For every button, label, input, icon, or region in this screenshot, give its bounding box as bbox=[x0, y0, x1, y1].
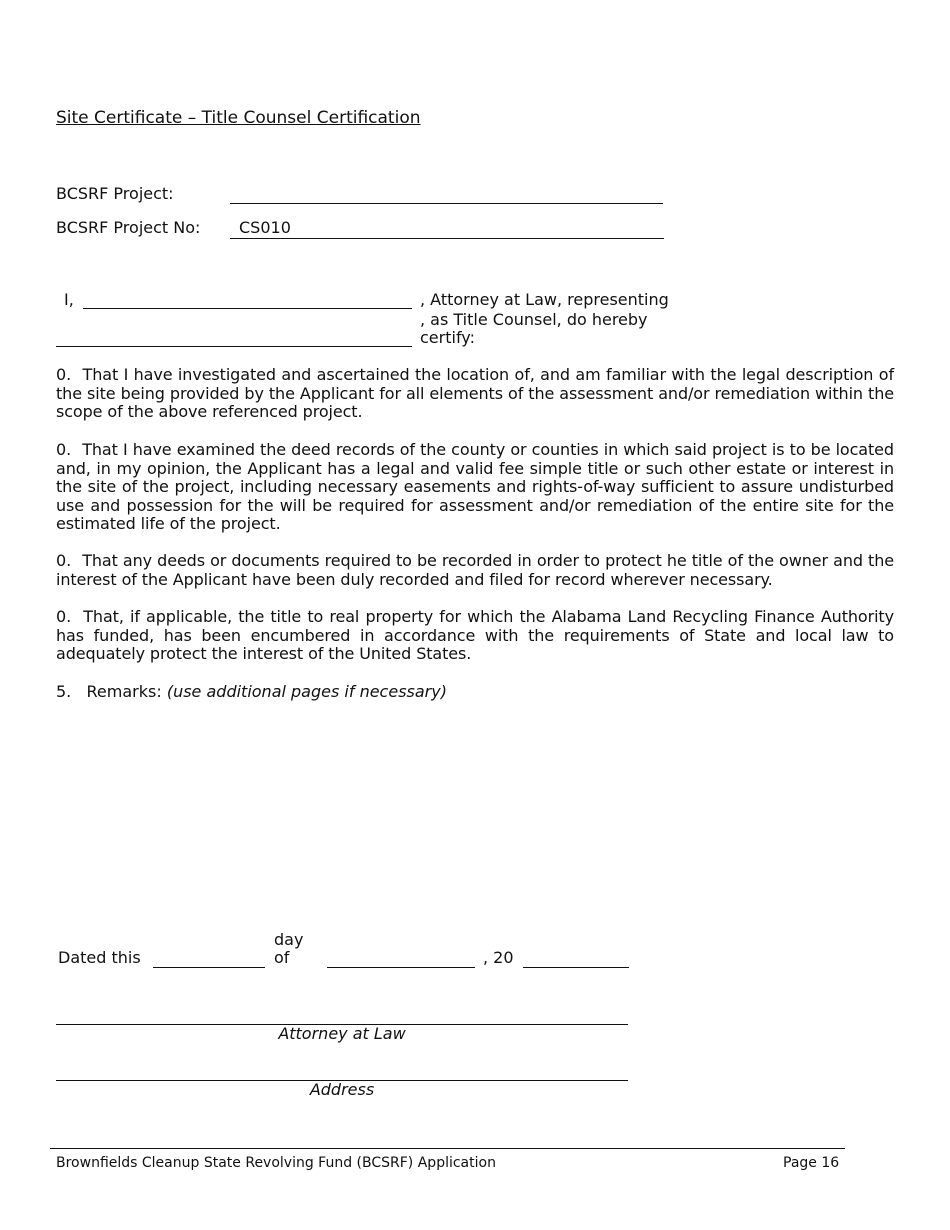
year-label: , 20 bbox=[483, 948, 514, 967]
dated-prefix: Dated this bbox=[58, 948, 141, 967]
address-label: Address bbox=[309, 1080, 375, 1099]
item-number: 0. bbox=[56, 551, 72, 570]
footer-divider bbox=[50, 1148, 845, 1149]
item-text: That, if applicable, the title to real property for which the Alabama Land Recycling Finance Authority has funded, has been encumbered in accordance with the requirements of State and local law to adequately protect the interest of the United States. bbox=[56, 607, 894, 663]
remarks-hint: (use additional pages if necessary) bbox=[166, 682, 447, 701]
intro-certify-text: certify: bbox=[420, 328, 475, 347]
footer-title: Brownfields Cleanup State Revolving Fund (BCSRF) Application bbox=[56, 1155, 496, 1171]
day-field[interactable] bbox=[153, 967, 265, 968]
certification-item-3 bbox=[56, 552, 894, 589]
remarks bbox=[56, 682, 447, 701]
remarks-number: 5. bbox=[56, 682, 72, 701]
project-name-field[interactable] bbox=[230, 203, 663, 204]
item-text: That any deeds or documents required to be recorded in order to protect he title of the owner and the interest of the Applicant have been duly recorded and filed for record wherever necessary. bbox=[56, 551, 894, 589]
item-number: 0. bbox=[56, 365, 72, 384]
month-field[interactable] bbox=[327, 967, 475, 968]
intro-counsel-text: , as Title Counsel, do hereby bbox=[420, 310, 648, 329]
page-title: Site Certificate – Title Counsel Certification bbox=[56, 108, 421, 128]
item-text: That I have investigated and ascertained the location of, and am familiar with the legal description of the site being provided by the Applicant for all elements of the assessment and/or remediation within the scope of the above referenced project. bbox=[56, 365, 894, 421]
page-number: Page 16 bbox=[783, 1155, 840, 1171]
year-field[interactable] bbox=[523, 967, 629, 968]
item-number: 0. bbox=[56, 607, 72, 626]
client-name-field[interactable] bbox=[56, 346, 412, 347]
project-label: BCSRF Project: bbox=[56, 184, 174, 203]
certification-item-4 bbox=[56, 608, 894, 664]
project-no-value: CS010 bbox=[239, 218, 291, 237]
day-label: day bbox=[274, 930, 304, 949]
signature-label: Attorney at Law bbox=[278, 1024, 406, 1043]
remarks-area[interactable] bbox=[56, 710, 894, 910]
certification-item-1 bbox=[56, 366, 894, 422]
of-label: of bbox=[274, 948, 290, 967]
attorney-name-field[interactable] bbox=[83, 308, 412, 309]
intro-attorney-text: , Attorney at Law, representing bbox=[420, 290, 669, 309]
remarks-label: Remarks: bbox=[86, 682, 162, 701]
certification-item-2 bbox=[56, 441, 894, 534]
item-text: That I have examined the deed records of the county or counties in which said project is to be located and, in my opinion, the Applicant has a legal and valid fee simple title or such other estate or interest in the site of the project, including necessary easements and rights-of-way sufficient to assure undisturbed use and possession for the will be required for assessment and/or remediation of the entire site for the estimated life of the project. bbox=[56, 440, 894, 533]
intro-prefix: I, bbox=[64, 290, 74, 309]
item-number: 0. bbox=[56, 440, 72, 459]
project-no-field[interactable] bbox=[230, 238, 664, 239]
project-no-label: BCSRF Project No: bbox=[56, 218, 201, 237]
